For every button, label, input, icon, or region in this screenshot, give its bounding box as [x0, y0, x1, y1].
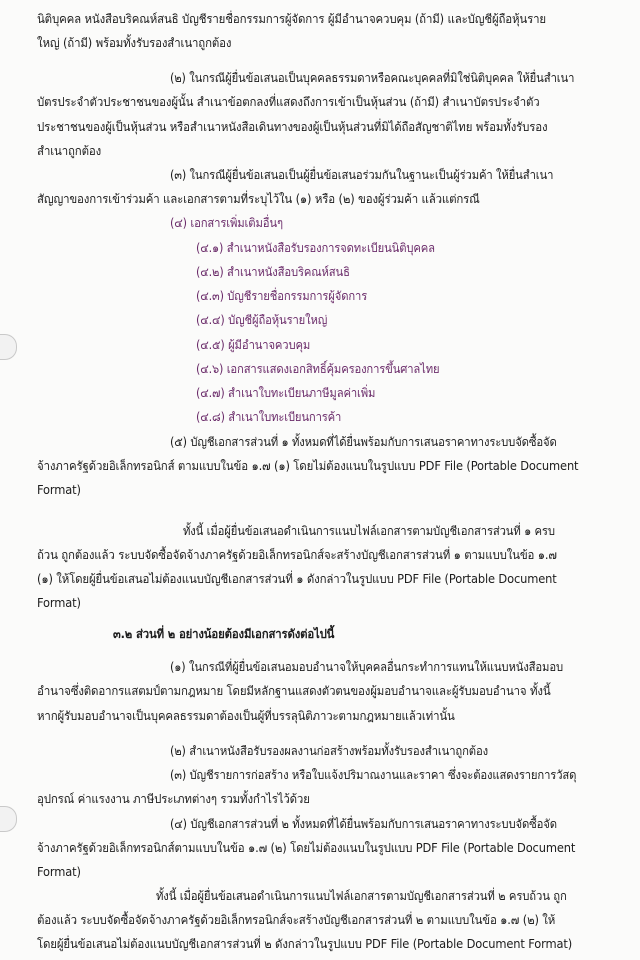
text-line: (๓) บัญชีรายการก่อสร้าง หรือใบแจ้งปริมาณงานและราคา ซึ่งจะต้องแสดงรายการวัสดุ	[170, 768, 577, 782]
text-line: อำนาจซึ่งติดอากรแสตมป์ตามกฎหมาย โดยมีหลักฐานแสดงตัวตนของผู้มอบอำนาจและผู้รับมอบอำนาจ ทั้งนี้	[37, 684, 551, 698]
text-line: (๔) บัญชีเอกสารส่วนที่ ๒ ทั้งหมดที่ได้ยื่นพร้อมกับการเสนอราคาทางระบบจัดซื้อจัด	[170, 817, 557, 831]
text-line: สัญญาของการเข้าร่วมค้า และเอกสารตามที่ระบุไว้ใน (๑) หรือ (๒) ของผู้ร่วมค้า แล้วแต่กรณี	[37, 192, 480, 206]
text-line: ประชาชนของผู้เป็นหุ้นส่วน หรือสำเนาหนังสือเดินทางของผู้เป็นหุ้นส่วนที่มิได้ถือสัญชาติไทย พร้อมทั้งรับรอง	[37, 120, 548, 134]
list-heading: (๔) เอกสารเพิ่มเติมอื่นๆ	[170, 216, 283, 230]
text-line: Format)	[37, 865, 81, 879]
list-item: (๔.๒) สำเนาหนังสือบริคณห์สนธิ	[196, 265, 350, 279]
text-line: ใหญ่ (ถ้ามี) พร้อมทั้งรับรองสำเนาถูกต้อง	[37, 36, 232, 50]
text-line: จ้างภาครัฐด้วยอิเล็กทรอนิกส์ตามแบบในข้อ ๑.๗ (๒) โดยไม่ต้องแนบในรูปแบบ PDF File (Portable Document	[37, 841, 576, 855]
text-line: (๑) ในกรณีที่ผู้ยื่นข้อเสนอมอบอำนาจให้บุคคลอื่นกระทำการแทนให้แนบหนังสือมอบ	[170, 660, 564, 674]
text-line: นิติบุคคล หนังสือบริคณห์สนธิ บัญชีรายชื่อกรรมการผู้จัดการ ผู้มีอำนาจควบคุม (ถ้ามี) และบัญชีผู้ถือหุ้นราย	[37, 12, 546, 26]
list-item: (๔.๕) ผู้มีอำนาจควบคุม	[196, 338, 311, 352]
text-line: (๒) ในกรณีผู้ยื่นข้อเสนอเป็นบุคคลธรรมดาหรือคณะบุคคลที่มิใช่นิติบุคคล ให้ยื่นสำเนา	[170, 71, 575, 85]
text-line: (๓) ในกรณีผู้ยื่นข้อเสนอเป็นผู้ยื่นข้อเสนอร่วมกันในฐานะเป็นผู้ร่วมค้า ให้ยื่นสำเนา	[170, 168, 554, 182]
text-line: หากผู้รับมอบอำนาจเป็นบุคคลธรรมดาต้องเป็นผู้ที่บรรลุนิติภาวะตามกฎหมายแล้วเท่านั้น	[37, 709, 455, 723]
list-item: (๔.๘) สำเนาใบทะเบียนการค้า	[196, 410, 342, 424]
text-line: (๒) สำเนาหนังสือรับรองผลงานก่อสร้างพร้อมทั้งรับรองสำเนาถูกต้อง	[170, 744, 488, 758]
text-line: ทั้งนี้ เมื่อผู้ยื่นข้อเสนอดำเนินการแนบไฟล์เอกสารตามบัญชีเอกสารส่วนที่ ๑ ครบ	[183, 524, 555, 538]
text-line: อุปกรณ์ ค่าแรงงาน ภาษีประเภทต่างๆ รวมทั้งกำไรไว้ด้วย	[37, 792, 310, 806]
text-line: บัตรประจำตัวประชาชนของผู้นั้น สำเนาข้อตกลงที่แสดงถึงการเข้าเป็นหุ้นส่วน (ถ้ามี) สำเนาบัตรประจำตัว	[37, 95, 540, 109]
text-line: จ้างภาครัฐด้วยอิเล็กทรอนิกส์ ตามแบบในข้อ ๑.๗ (๑) โดยไม่ต้องแนบในรูปแบบ PDF File (Portable Document	[37, 459, 579, 473]
text-line: ทั้งนี้ เมื่อผู้ยื่นข้อเสนอดำเนินการแนบไฟล์เอกสารตามบัญชีเอกสารส่วนที่ ๒ ครบถ้วน ถูก	[156, 889, 567, 903]
text-line: (๑) ให้โดยผู้ยื่นข้อเสนอไม่ต้องแนบบัญชีเอกสารส่วนที่ ๑ ดังกล่าวในรูปแบบ PDF File (Portable Document	[37, 572, 557, 586]
punch-hole	[0, 334, 17, 360]
list-item: (๔.๓) บัญชีรายชื่อกรรมการผู้จัดการ	[196, 289, 368, 303]
section-heading: ๓.๒ ส่วนที่ ๒ อย่างน้อยต้องมีเอกสารดังต่อไปนี้	[113, 627, 335, 641]
text-line: ต้องแล้ว ระบบจัดซื้อจัดจ้างภาครัฐด้วยอิเล็กทรอนิกส์จะสร้างบัญชีเอกสารส่วนที่ ๒ ตามแบบในข้อ ๑.๗ (๒) ให้	[37, 913, 556, 927]
list-item: (๔.๑) สำเนาหนังสือรับรองการจดทะเบียนนิติบุคคล	[196, 241, 435, 255]
list-item: (๔.๖) เอกสารแสดงเอกสิทธิ์คุ้มครองการขึ้นศาลไทย	[196, 362, 440, 376]
punch-hole	[0, 806, 17, 832]
text-line: Format)	[37, 596, 81, 610]
text-line: (๕) บัญชีเอกสารส่วนที่ ๑ ทั้งหมดที่ได้ยื่นพร้อมกับการเสนอราคาทางระบบจัดซื้อจัด	[170, 435, 557, 449]
list-item: (๔.๗) สำเนาใบทะเบียนภาษีมูลค่าเพิ่ม	[196, 386, 376, 400]
text-line: Format)	[37, 483, 81, 497]
text-line: โดยผู้ยื่นข้อเสนอไม่ต้องแนบบัญชีเอกสารส่วนที่ ๒ ดังกล่าวในรูปแบบ PDF File (Portable Document Format)	[37, 937, 573, 951]
text-line: ถ้วน ถูกต้องแล้ว ระบบจัดซื้อจัดจ้างภาครัฐด้วยอิเล็กทรอนิกส์จะสร้างบัญชีเอกสารส่วนที่ ๑ ตามแบบในข้อ ๑.๗	[37, 548, 557, 562]
text-line: สำเนาถูกต้อง	[37, 144, 102, 158]
list-item: (๔.๔) บัญชีผู้ถือหุ้นรายใหญ่	[196, 313, 328, 327]
